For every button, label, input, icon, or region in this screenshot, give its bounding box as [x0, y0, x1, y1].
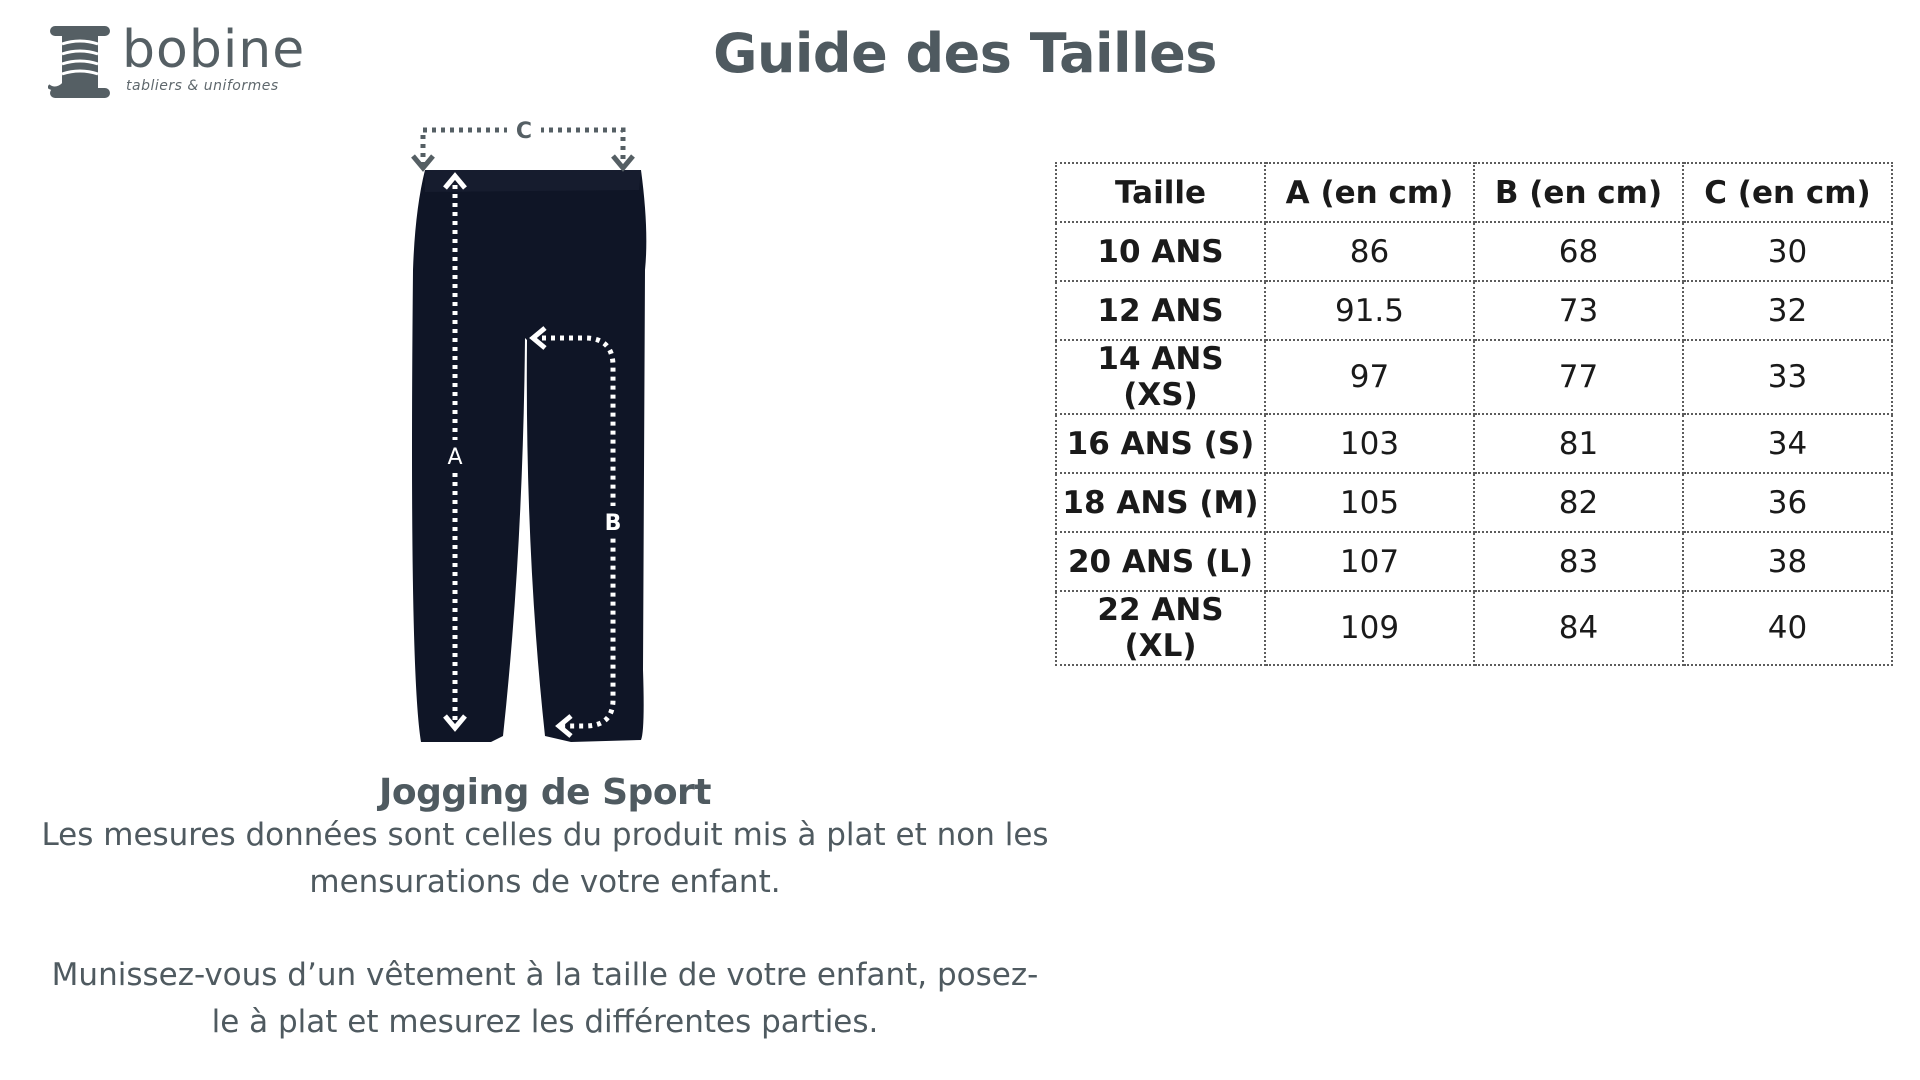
product-description-1: Les mesures données sont celles du produit mis à plat et non les mensurations de votre enfant. [41, 817, 1049, 900]
value-b: 84 [1474, 591, 1683, 665]
value-a: 105 [1265, 473, 1474, 532]
value-a: 86 [1265, 222, 1474, 281]
table-row [1056, 532, 1892, 591]
value-a: 109 [1265, 591, 1474, 665]
size-label: 16 ANS (S) [1056, 414, 1265, 473]
size-label: 10 ANS [1056, 222, 1265, 281]
value-c: 30 [1683, 222, 1892, 281]
table-row [1056, 591, 1892, 665]
header-a: A (en cm) [1265, 163, 1474, 222]
value-a: 103 [1265, 414, 1474, 473]
value-b: 73 [1474, 281, 1683, 340]
table-row [1056, 473, 1892, 532]
value-b: 77 [1474, 340, 1683, 414]
measure-c-label: C [515, 119, 533, 144]
size-label: 12 ANS [1056, 281, 1265, 340]
table-row [1056, 222, 1892, 281]
size-label: 14 ANS (XS) [1056, 340, 1265, 414]
value-c: 40 [1683, 591, 1892, 665]
size-label: 18 ANS (M) [1056, 473, 1265, 532]
size-chart-table [1055, 162, 1893, 666]
measure-b-label: B [604, 511, 622, 536]
header-taille: Taille [1056, 163, 1265, 222]
value-b: 81 [1474, 414, 1683, 473]
header-c: C (en cm) [1683, 163, 1892, 222]
table-row [1056, 340, 1892, 414]
header-b: B (en cm) [1474, 163, 1683, 222]
table-row [1056, 414, 1892, 473]
value-c: 34 [1683, 414, 1892, 473]
table-row [1056, 281, 1892, 340]
value-b: 83 [1474, 532, 1683, 591]
value-c: 33 [1683, 340, 1892, 414]
size-label: 22 ANS (XL) [1056, 591, 1265, 665]
page-title: Guide des Tailles [713, 22, 1217, 85]
brand-tagline: tabliers & uniformes [126, 78, 279, 94]
measure-a-label: A [447, 445, 463, 470]
product-name: Jogging de Sport [378, 772, 712, 813]
value-c: 32 [1683, 281, 1892, 340]
jogging-pants-illustration [395, 110, 695, 750]
value-c: 36 [1683, 473, 1892, 532]
brand-name: bobine [122, 20, 306, 80]
value-a: 91.5 [1265, 281, 1474, 340]
value-c: 38 [1683, 532, 1892, 591]
value-a: 107 [1265, 532, 1474, 591]
value-b: 82 [1474, 473, 1683, 532]
value-b: 68 [1474, 222, 1683, 281]
value-a: 97 [1265, 340, 1474, 414]
table-header-row [1056, 163, 1892, 222]
product-description-2: Munissez-vous d’un vêtement à la taille de votre enfant, posez-le à plat et mesurez les différentes parties. [51, 957, 1039, 1040]
size-label: 20 ANS (L) [1056, 532, 1265, 591]
